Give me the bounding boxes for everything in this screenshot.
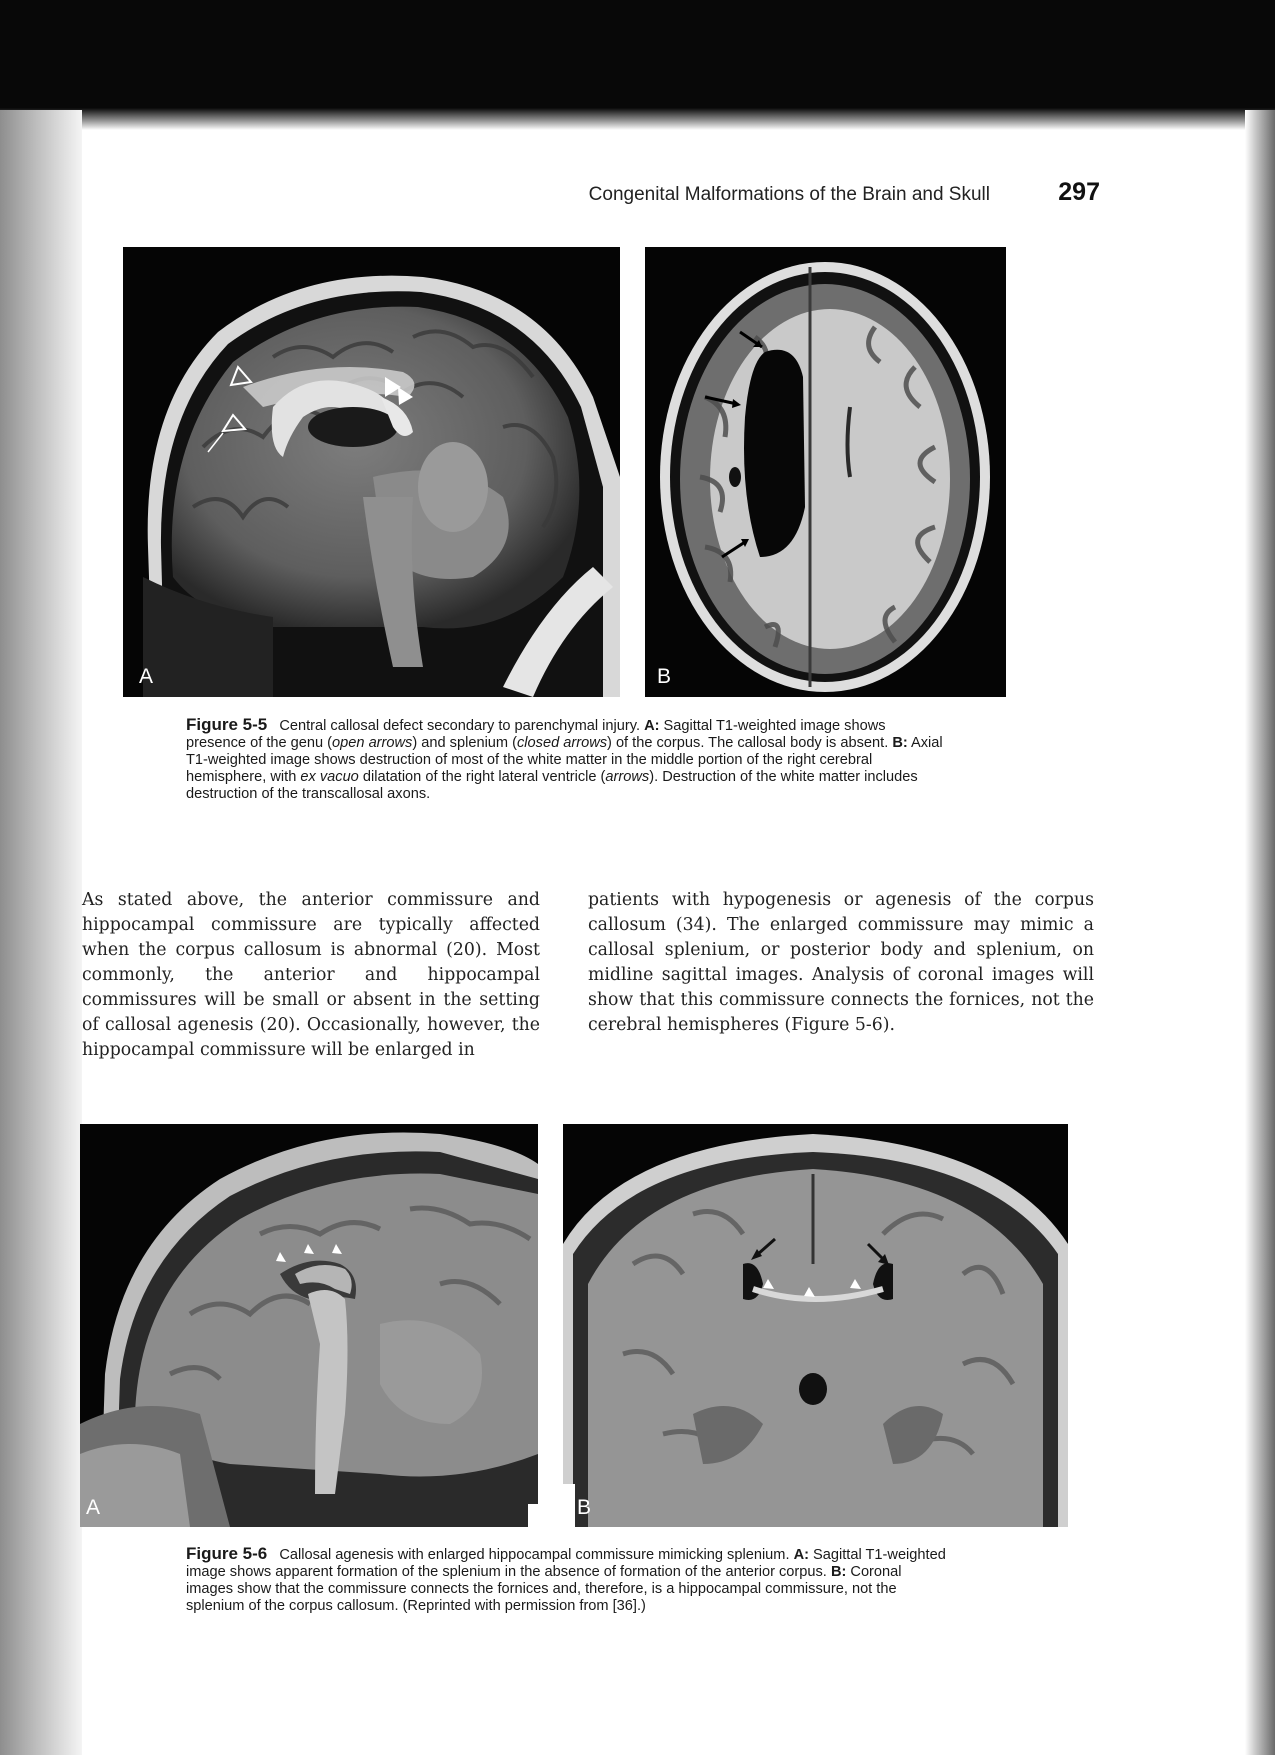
body-paragraph-left: As stated above, the anterior commissure and hippocampal commissure are typically affected when the corpus callosum is abnormal (20). Most commonly, the anterior and hippocampal commissures will be small or absent in the setting of callosal agenesis (20). Occasionally, however, the hippocampal commissure will be enlarged in [82,890,540,1060]
body-text-right-column [588,888,1094,1038]
figure-5-5-panel-a-label: A [139,665,154,688]
figure-5-6-panel-a-label: A [86,1496,101,1519]
figure-5-6-panel-b-label: B [577,1496,592,1519]
page-number: 297 [1058,178,1100,206]
figure-5-5-panel-b-image [645,247,1006,697]
figure-5-5-panel-b-label: B [657,665,672,688]
running-title: Congenital Malformations of the Brain and Skull [588,184,990,205]
figure-5-6-caption: Figure 5-6 Callosal agenesis with enlarged hippocampal commissure mimicking splenium. A: Sagittal T1-weighted image shows apparent formation of the splenium in the absence of formation of the anterior corpus. B: Coronal images show that the commissure connects the fornices and, therefore, is a hippocampal commissure, not the splenium of the corpus callosum. (Reprinted with permission from [36].) [186,1544,946,1614]
figure-5-6-panel-b-image [563,1124,1068,1527]
figure-5-5-panel-a-image [123,247,620,697]
body-text-left-column [82,888,540,1063]
scan-left-gutter [0,110,82,1755]
figure-5-5-label: Figure 5-5 [186,715,268,734]
scan-border-fade [0,108,1275,130]
figure-5-6-panel-a-image [80,1124,538,1527]
figure-5-5-caption: Figure 5-5 Central callosal defect secondary to parenchymal injury. A: Sagittal T1-weighted image shows presence of the genu (open arrows) and splenium (closed arrows) of the corpus. The callosal body is absent. B: Axial T1-weighted image shows destruction of most of the white matter in the middle portion of the right cerebral hemisphere, with ex vacuo dilatation of the right lateral ventricle (arrows). Destruction of the white matter includes destruction of the transcallosal axons. [186,715,943,802]
body-paragraph-right: patients with hypogenesis or agenesis of the corpus callosum (34). The enlarged commissure may mimic a callosal splenium, or posterior body and splenium, on midline sagittal images. Analysis of coronal images will show that this commissure connects the fornices, not the cerebral hemispheres (Figure 5-6). [588,890,1094,1035]
scan-right-shadow [1245,110,1275,1755]
figure-5-6-label: Figure 5-6 [186,1544,268,1563]
